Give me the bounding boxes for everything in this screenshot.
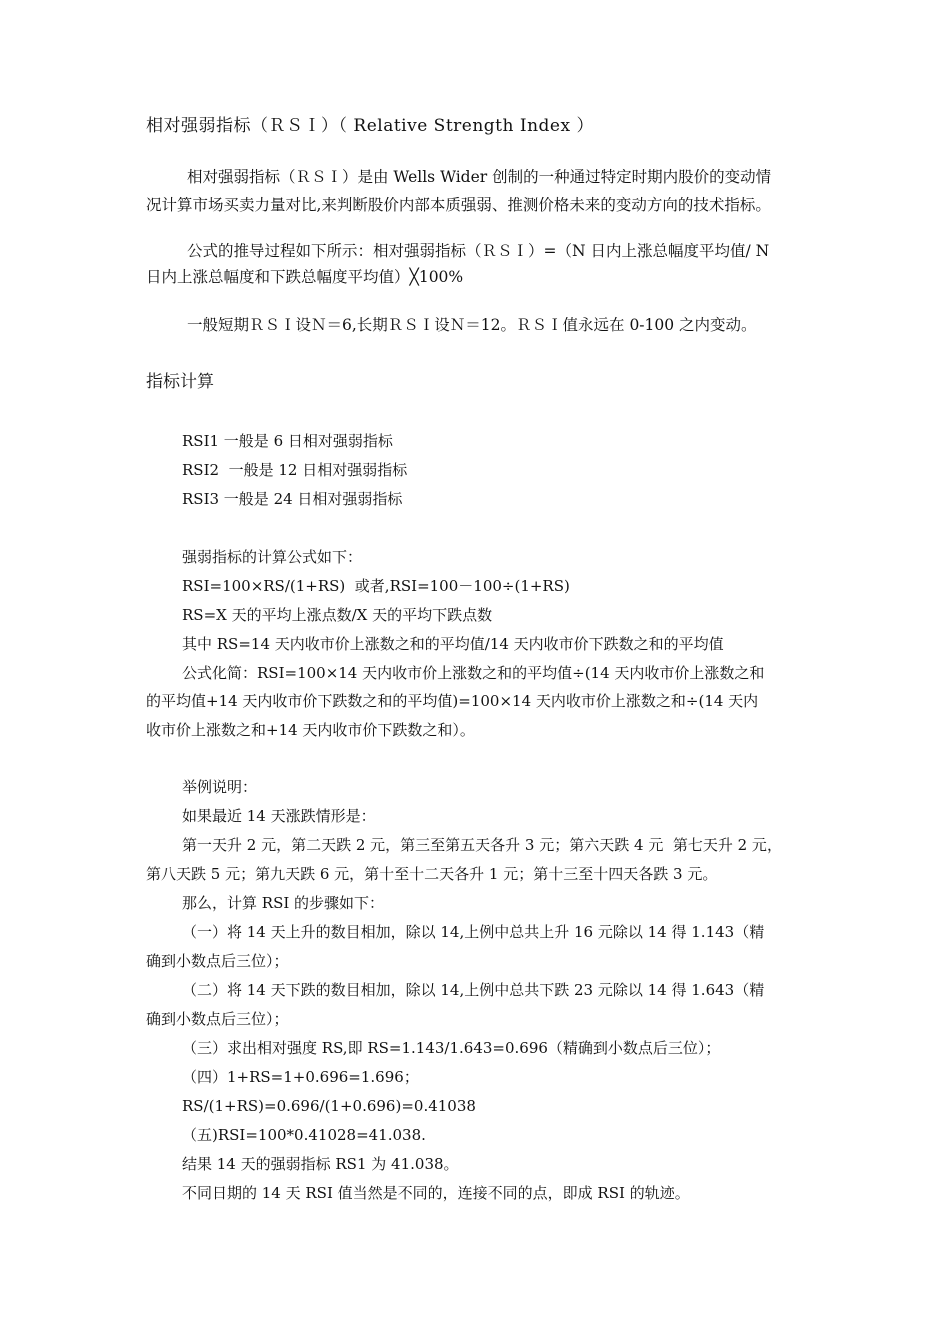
formula-block-line-2: RSI=100×RS/(1+RS) 或者,RSI=100－100÷(1+RS)	[182, 577, 570, 595]
example-line-7: 确到小数点后三位）；	[146, 952, 289, 970]
formula-block-line-3: RS=X 天的平均上涨点数/X 天的平均下跌点数	[182, 606, 493, 624]
rsi-list-item-2: RSI2 一般是 12 日相对强弱指标	[182, 461, 408, 479]
example-line-2: 如果最近 14 天涨跌情形是：	[182, 807, 376, 825]
formula-block-line-5: 公式化简：RSI=100×14 天内收市价上涨数之和的平均值÷(14 天内收市价上涨数之和	[182, 664, 765, 682]
formula-block-line-6: 的平均值+14 天内收市价下跌数之和的平均值)=100×14 天内收市价上涨数之和÷(14 天内	[146, 692, 759, 710]
formula-block-line-7: 收市价上涨数之和+14 天内收市价下跌数之和）。	[146, 721, 475, 739]
rsi-list-item-1: RSI1 一般是 6 日相对强弱指标	[182, 432, 393, 450]
example-line-12: RS/(1+RS)=0.696/(1+0.696)=0.41038	[182, 1097, 476, 1115]
example-line-13: （五)RSI=100*0.41028=41.038.	[182, 1126, 426, 1144]
doc-title: 相对强弱指标（ＲＳＩ）（ Relative Strength Index ）	[146, 116, 594, 136]
example-line-3: 第一天升 2 元，第二天跌 2 元，第三至第五天各升 3 元；第六天跌 4 元 第七天升 2 元，	[182, 836, 782, 854]
example-line-11: （四）1+RS=1+0.696=1.696；	[182, 1068, 419, 1086]
example-line-6: （一）将 14 天上升的数目相加，除以 14,上例中总共上升 16 元除以 14 得 1.143（精	[182, 923, 765, 941]
example-line-9: 确到小数点后三位）；	[146, 1010, 289, 1028]
example-line-8: （二）将 14 天下跌的数目相加，除以 14,上例中总共下跌 23 元除以 14 得 1.643（精	[182, 981, 765, 999]
formula-block-line-1: 强弱指标的计算公式如下：	[182, 548, 363, 566]
intro-line-1: 相对强弱指标（ＲＳＩ）是由 Wells Wider 创制的一种通过特定时期内股价的变动情	[187, 168, 772, 186]
example-line-4: 第八天跌 5 元；第九天跌 6 元，第十至十二天各升 1 元；第十三至十四天各跌 3 元。	[146, 865, 718, 883]
formula-line-2: 日内上涨总幅度和下跌总幅度平均值）╳100%	[146, 268, 464, 286]
params-line: 一般短期ＲＳＩ设Ｎ＝6,长期ＲＳＩ设Ｎ＝12。ＲＳＩ值永远在 0-100 之内变动。	[187, 316, 757, 334]
intro-line-2: 况计算市场买卖力量对比,来判断股价内部本质强弱、推测价格未来的变动方向的技术指标。	[146, 196, 771, 214]
example-line-5: 那么，计算 RSI 的步骤如下：	[182, 894, 385, 912]
example-line-1: 举例说明：	[182, 778, 258, 796]
rsi-list-item-3: RSI3 一般是 24 日相对强弱指标	[182, 490, 403, 508]
example-line-15: 不同日期的 14 天 RSI 值当然是不同的，连接不同的点，即成 RSI 的轨迹。	[182, 1184, 690, 1202]
calc-heading: 指标计算	[146, 372, 214, 392]
example-line-14: 结果 14 天的强弱指标 RS1 为 41.038。	[182, 1155, 459, 1173]
formula-block-line-4: 其中 RS=14 天内收市价上涨数之和的平均值/14 天内收市价下跌数之和的平均值	[182, 635, 724, 653]
formula-line-1: 公式的推导过程如下所示：相对强弱指标（ＲＳＩ）=（N 日内上涨总幅度平均值/ N	[187, 242, 770, 260]
example-line-10: （三）求出相对强度 RS,即 RS=1.143/1.643=0.696（精确到小数点后三位）；	[182, 1039, 721, 1057]
